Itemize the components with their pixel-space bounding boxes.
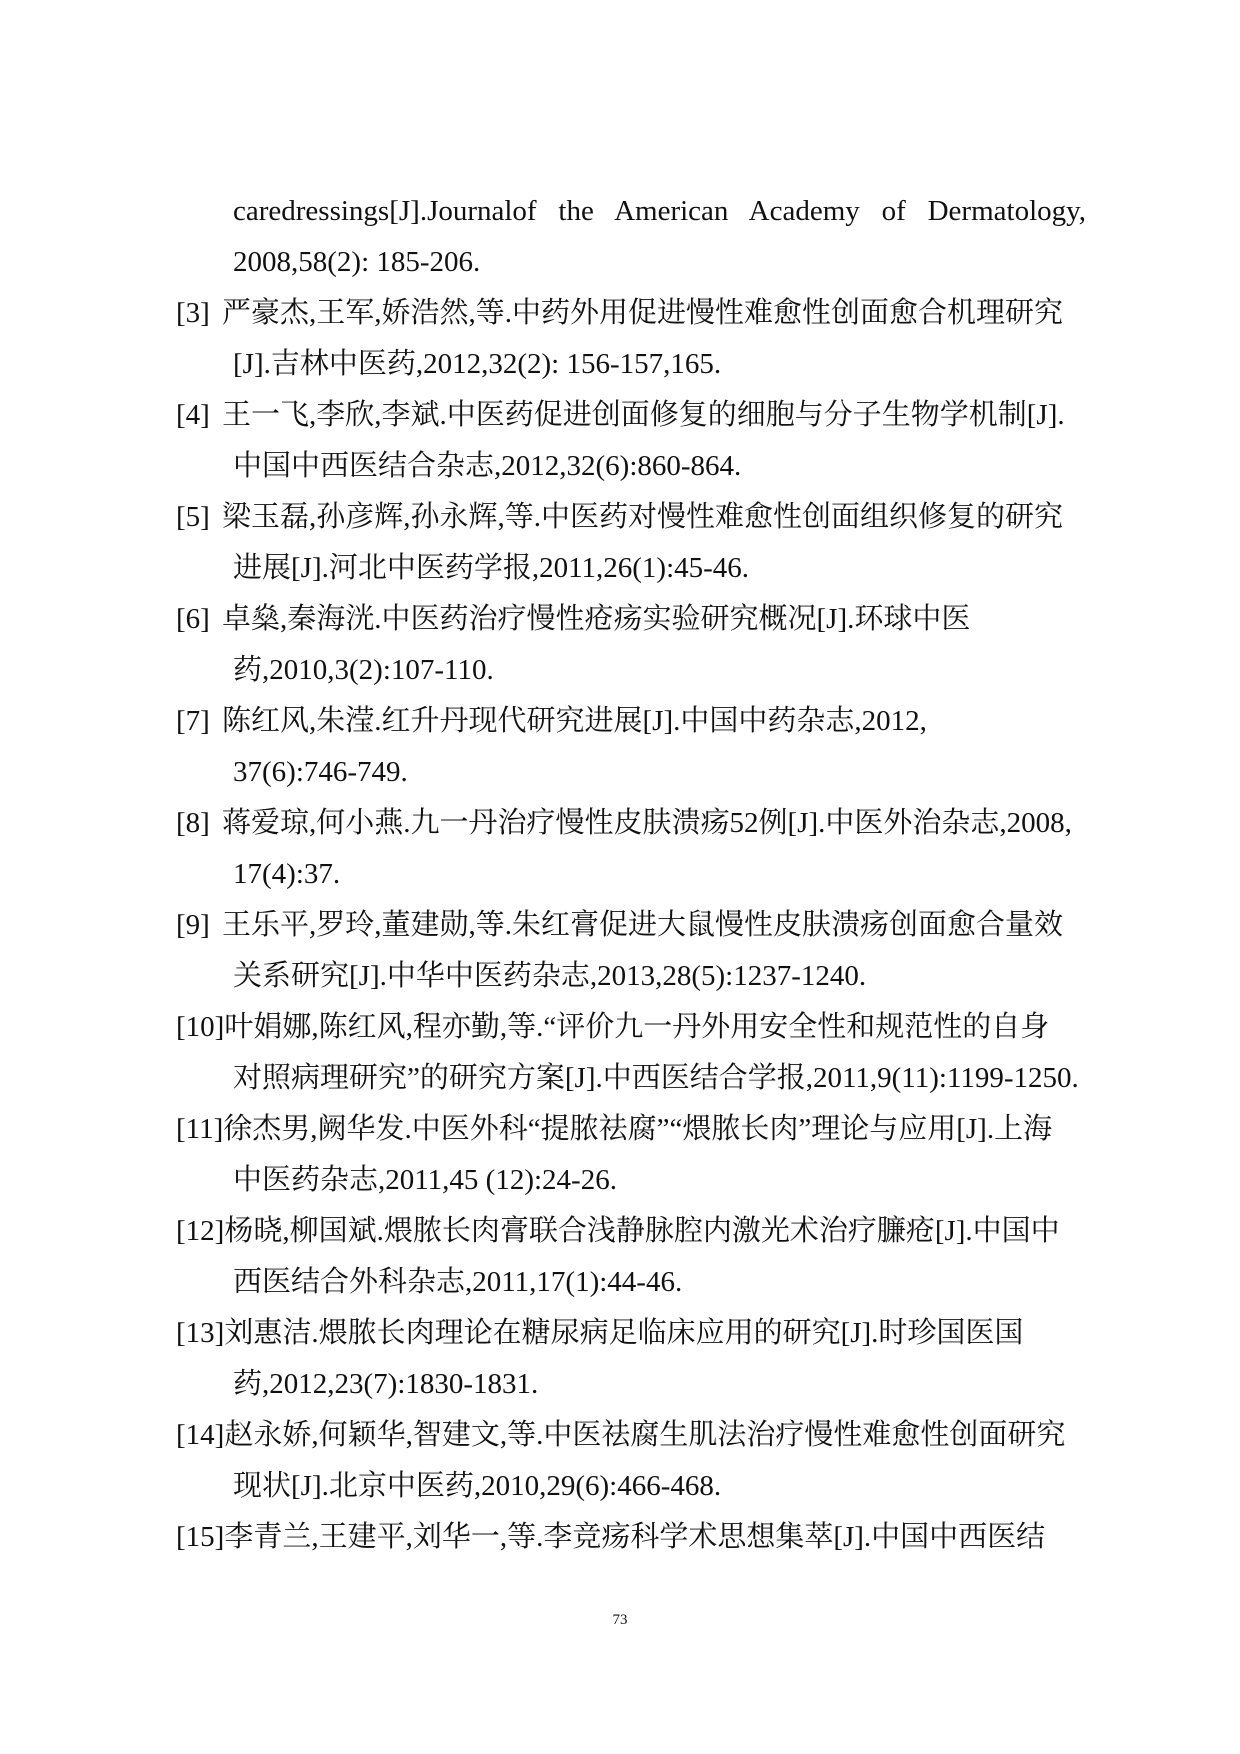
reference-text-line-2: 17(4):37.	[233, 858, 341, 890]
reference-text-line-1: 王乐平,罗玲,董建勋,等.朱红膏促进大鼠慢性皮肤溃疡创面愈合量效	[222, 909, 1064, 941]
reference-text-line-1: 刘惠洁.煨脓长肉理论在糖尿病足临床应用的研究[J].时珍国医国	[224, 1317, 1024, 1349]
reference-item	[176, 492, 1086, 543]
reference-number: [6]	[176, 603, 210, 635]
reference-text-line-2: 对照病理研究”的研究方案[J].中西医结合学报,2011,9(11):1199-1250.	[233, 1062, 1079, 1094]
reference-item	[176, 1512, 1086, 1563]
reference-item	[176, 1206, 1086, 1257]
reference-item	[176, 1002, 1086, 1053]
reference-number: [12]	[176, 1215, 225, 1247]
reference-item	[176, 1308, 1086, 1359]
reference-item	[176, 1410, 1086, 1461]
reference-number: [7]	[176, 705, 210, 737]
reference-text-line-2: 中国中西医结合杂志,2012,32(6):860-864.	[233, 450, 742, 482]
reference-number: [11]	[176, 1113, 224, 1145]
reference-text-line-2: 中医药杂志,2011,45 (12):24-26.	[233, 1164, 617, 1196]
reference-text-line-1: 陈红风,朱滢.红升丹现代研究进展[J].中国中药杂志,2012,	[222, 705, 927, 737]
reference-text-line-2: 进展[J].河北中医药学报,2011,26(1):45-46.	[233, 552, 750, 584]
reference-item	[176, 798, 1086, 849]
page-number: 73	[612, 1612, 628, 1628]
reference-text-line-2: 药,2012,23(7):1830-1831.	[233, 1368, 539, 1400]
reference-item	[176, 594, 1086, 645]
reference-text-line-1: 梁玉磊,孙彦辉,孙永辉,等.中医药对慢性难愈性创面组织修复的研究	[222, 501, 1064, 533]
reference-text-line-1: 叶娟娜,陈红风,程亦勤,等.“评价九一丹外用安全性和规范性的自身	[224, 1011, 1050, 1043]
reference-number: [9]	[176, 909, 210, 941]
reference-number: [4]	[176, 399, 210, 431]
reference-number: [15]	[176, 1521, 225, 1553]
reference-text-line-2: 药,2010,3(2):107-110.	[233, 654, 494, 686]
reference-text-line-1: 赵永娇,何颖华,智建文,等.中医祛腐生肌法治疗慢性难愈性创面研究	[224, 1419, 1066, 1451]
reference-item	[176, 288, 1086, 339]
reference-text-line-1: 杨晓,柳国斌.煨脓长肉膏联合浅静脉腔内激光术治疗臁疮[J].中国中	[224, 1215, 1060, 1247]
reference-number: [10]	[176, 1011, 225, 1043]
reference-item	[176, 696, 1086, 747]
reference-number: [8]	[176, 807, 210, 839]
reference-item	[176, 1104, 1086, 1155]
reference-item	[176, 390, 1086, 441]
reference-text-line-2: 37(6):746-749.	[233, 756, 408, 788]
reference-text-line-1: 蒋爱琼,何小燕.九一丹治疗慢性皮肤溃疡52例[J].中医外治杂志,2008,	[222, 807, 1072, 839]
reference-text-line-2: 关系研究[J].中华中医药杂志,2013,28(5):1237-1240.	[233, 960, 867, 992]
reference-text-line-2: 现状[J].北京中医药,2010,29(6):466-468.	[233, 1470, 722, 1502]
reference-text-line-1: 严豪杰,王军,娇浩然,等.中药外用促进慢性难愈性创面愈合机理研究	[222, 297, 1064, 329]
reference-number: [14]	[176, 1419, 225, 1451]
reference-lead-line-1: caredressings[J].Journalof the American Academy of Dermatology,	[233, 195, 1086, 227]
reference-text-line-1: 李青兰,王建平,刘华一,等.李竞疡科学术思想集萃[J].中国中西医结	[224, 1521, 1046, 1553]
reference-lead-line-2: 2008,58(2): 185-206.	[233, 246, 481, 278]
reference-text-line-2: 西医结合外科杂志,2011,17(1):44-46.	[233, 1266, 683, 1298]
reference-number: [3]	[176, 297, 210, 329]
reference-text-line-1: 卓燊,秦海洸.中医药治疗慢性疮疡实验研究概况[J].环球中医	[222, 603, 971, 635]
reference-list	[176, 186, 1086, 1563]
reference-text-line-1: 王一飞,李欣,李斌.中医药促进创面修复的细胞与分子生物学机制[J].	[222, 399, 1065, 431]
reference-text-line-1: 徐杰男,阙华发.中医外科“提脓祛腐”“煨脓长肉”理论与应用[J].上海	[223, 1113, 1053, 1145]
reference-number: [13]	[176, 1317, 225, 1349]
reference-items	[176, 288, 1086, 1563]
reference-text-line-2: [J].吉林中医药,2012,32(2): 156-157,165.	[233, 348, 722, 380]
reference-item	[176, 900, 1086, 951]
reference-number: [5]	[176, 501, 210, 533]
